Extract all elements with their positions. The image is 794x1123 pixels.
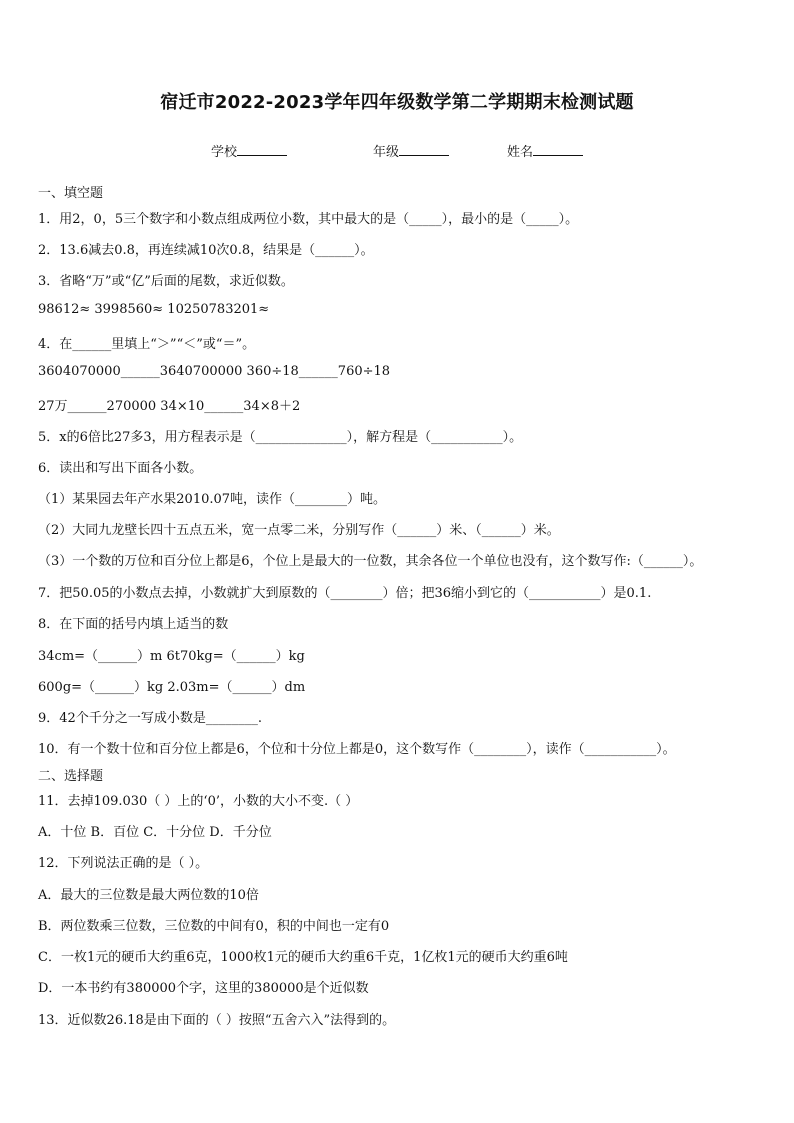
question-13: 13．近似数26.18是由下面的（ ）按照“五舍六入”法得到的。	[38, 1013, 396, 1028]
section-fill-blank-heading: 一、填空题	[38, 186, 104, 201]
question-5: 5．x的6倍比27多3，用方程表示是（______________），解方程是（___________）。	[38, 430, 523, 445]
question-9: 9．42个千分之一写成小数是________.	[38, 711, 262, 726]
question-3-items: 98612≈ 3998560≈ 10250783201≈	[38, 302, 270, 317]
grade-label: 年级	[373, 145, 400, 160]
question-8-row-1: 34cm=（______）m 6t70kg=（______）kg	[38, 649, 305, 664]
name-blank[interactable]	[533, 142, 583, 156]
question-8: 8．在下面的括号内填上适当的数	[38, 617, 229, 632]
question-6-part-1: （1）某果园去年产水果2010.07吨，读作（________）吨。	[38, 492, 387, 507]
question-4: 4．在______里填上“＞”“＜”或“＝”。	[38, 337, 256, 352]
name-label: 姓名	[507, 145, 534, 160]
school-label: 学校	[211, 145, 238, 160]
grade-field[interactable]	[373, 141, 449, 160]
question-4-row-2: 27万______270000 34×10______34×8＋2	[38, 399, 301, 414]
question-6-part-3: （3）一个数的万位和百分位上都是6，个位上是最大的一位数，其余各位一个单位也没有，这个数写作:（______）。	[38, 554, 703, 569]
question-2: 2．13.6减去0.8，再连续减10次0.8，结果是（______）。	[38, 243, 374, 258]
school-field[interactable]	[211, 141, 287, 160]
question-3: 3．省略“万”或“亿”后面的尾数，求近似数。	[38, 274, 294, 289]
question-8-row-2: 600g=（______）kg 2.03m=（______）dm	[38, 680, 306, 695]
question-1: 1．用2，0，5三个数字和小数点组成两位小数，其中最大的是（_____），最小的是（_____）。	[38, 212, 579, 227]
question-10: 10．有一个数十位和百分位上都是6，个位和十分位上都是0，这个数写作（________），读作（___________）。	[38, 742, 676, 757]
question-11: 11．去掉109.030（ ）上的‘0’，小数的大小不变.（ ）	[38, 794, 359, 809]
question-6: 6．读出和写出下面各小数。	[38, 461, 203, 476]
question-11-options: A．十位 B．百位 C．十分位 D．千分位	[38, 825, 272, 840]
question-12-option-b: B．两位数乘三位数，三位数的中间有0，积的中间也一定有0	[38, 919, 390, 934]
question-4-row-1: 3604070000______3640700000 360÷18______760÷18	[38, 364, 391, 379]
question-6-part-2: （2）大同九龙壁长四十五点五米，宽一点零二米，分别写作（______）米、（______）米。	[38, 523, 560, 538]
school-blank[interactable]	[237, 142, 287, 156]
question-7: 7．把50.05的小数点去掉，小数就扩大到原数的（________）倍；把36缩小到它的（___________）是0.1.	[38, 586, 652, 601]
question-12-option-d: D．一本书约有380000个字，这里的380000是个近似数	[38, 981, 369, 996]
name-field[interactable]	[507, 141, 583, 160]
question-12-option-c: C．一枚1元的硬币大约重6克，1000枚1元的硬币大约重6千克，1亿枚1元的硬币大约重6吨	[38, 950, 568, 965]
section-choice-heading: 二、选择题	[38, 769, 104, 784]
question-12-option-a: A．最大的三位数是最大两位数的10倍	[38, 888, 259, 903]
grade-blank[interactable]	[399, 142, 449, 156]
question-12: 12．下列说法正确的是（ ）。	[38, 856, 209, 871]
page-title: 宿迁市2022-2023学年四年级数学第二学期期末检测试题	[160, 92, 634, 113]
